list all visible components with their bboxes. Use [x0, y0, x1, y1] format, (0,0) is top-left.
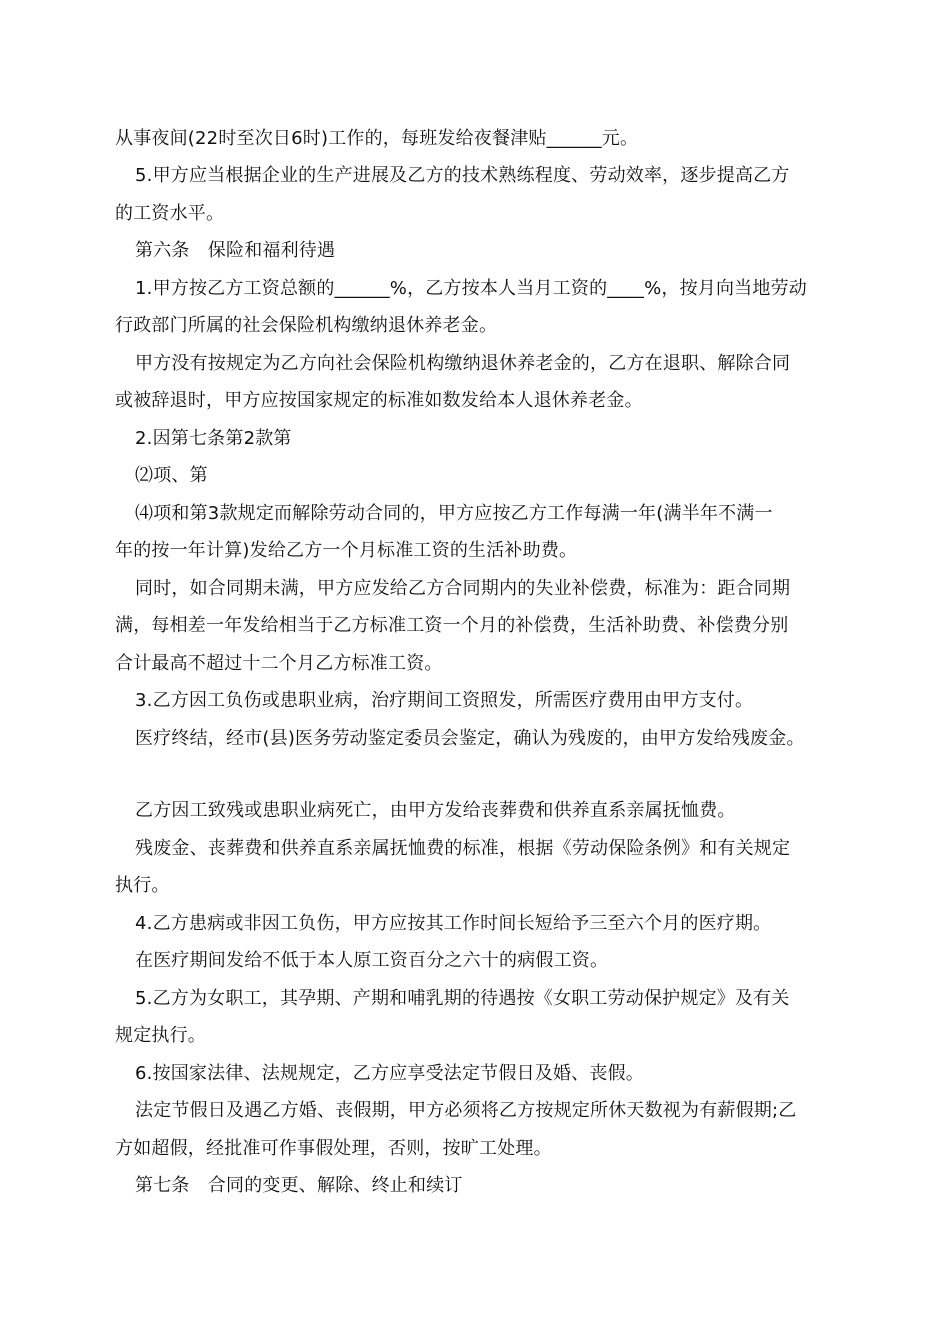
text-line-clause-5-female: 5.乙方为女职工，其孕期、产期和哺乳期的待遇按《女职工劳动保护规定》及有关 [135, 988, 790, 1009]
text-line-item-4-cont: 年的按一年计算)发给乙方一个月标准工资的生活补助费。 [115, 540, 578, 561]
text-line-clause-3-injury: 3.乙方因工负伤或患职业病，治疗期间工资照发，所需医疗费用由甲方支付。 [135, 690, 754, 711]
text-line-item-4: ⑷项和第3款规定而解除劳动合同的，甲方应按乙方工作每满一年(满半年不满一 [135, 503, 773, 524]
text-line-benefit-standard-cont: 执行。 [115, 875, 170, 896]
text-line-female-cont: 规定执行。 [115, 1025, 206, 1046]
text-line-item-2: ⑵项、第 [135, 465, 208, 486]
text-line-disability: 医疗终结，经市(县)医务劳动鉴定委员会鉴定，确认为残废的，由甲方发给残废金。 [135, 728, 805, 749]
text-line-night-allowance: 从事夜间(22时至次日6时)工作的，每班发给夜餐津贴______元。 [115, 128, 639, 149]
text-line-wage-level: 的工资水平。 [115, 203, 225, 224]
text-line-paid-leave-cont: 方如超假，经批准可作事假处理，否则，按旷工处理。 [115, 1138, 552, 1159]
text-line-clause-2: 2.因第七条第2款第 [135, 428, 292, 449]
text-line-death-benefit: 乙方因工致残或患职业病死亡，由甲方发给丧葬费和供养直系亲属抚恤费。 [135, 800, 736, 821]
text-line-pension-default: 甲方没有按规定为乙方向社会保险机构缴纳退休养老金的，乙方在退职、解除合同 [135, 353, 791, 374]
text-line-clause-1-pension: 1.甲方按乙方工资总额的______%，乙方按本人当月工资的____%，按月向当地劳动 [135, 278, 807, 299]
text-line-unemployment-cont: 满，每相差一年发给相当于乙方标准工资一个月的补偿费，生活补助费、补偿费分别 [115, 615, 789, 636]
text-line-benefit-standard: 残废金、丧葬费和供养直系亲属抚恤费的标准，根据《劳动保险条例》和有关规定 [135, 838, 791, 859]
text-line-clause-6-holiday: 6.按国家法律、法规规定，乙方应享受法定节假日及婚、丧假。 [135, 1063, 644, 1084]
text-line-unemployment: 同时，如合同期未满，甲方应发给乙方合同期内的失业补偿费，标准为：距合同期 [135, 578, 791, 599]
text-line-paid-leave: 法定节假日及遇乙方婚、丧假期，甲方必须将乙方按规定所休天数视为有薪假期;乙 [135, 1100, 797, 1121]
text-line-pension-default-cont: 或被辞退时，甲方应按国家规定的标准如数发给本人退休养老金。 [115, 390, 643, 411]
text-line-pension-cont: 行政部门所属的社会保险机构缴纳退休养老金。 [115, 315, 498, 336]
section-heading-article-7: 第七条 合同的变更、解除、终止和续订 [135, 1175, 463, 1196]
text-line-clause-4-sick: 4.乙方患病或非因工负伤，甲方应按其工作时间长短给予三至六个月的医疗期。 [135, 913, 772, 934]
text-line-sick-pay: 在医疗期间发给不低于本人原工资百分之六十的病假工资。 [135, 950, 609, 971]
text-line-unemployment-cap: 合计最高不超过十二个月乙方标准工资。 [115, 653, 443, 674]
section-heading-article-6: 第六条 保险和福利待遇 [135, 240, 336, 261]
text-line-clause-5-wage: 5.甲方应当根据企业的生产进展及乙方的技术熟练程度、劳动效率，逐步提高乙方 [135, 165, 790, 186]
